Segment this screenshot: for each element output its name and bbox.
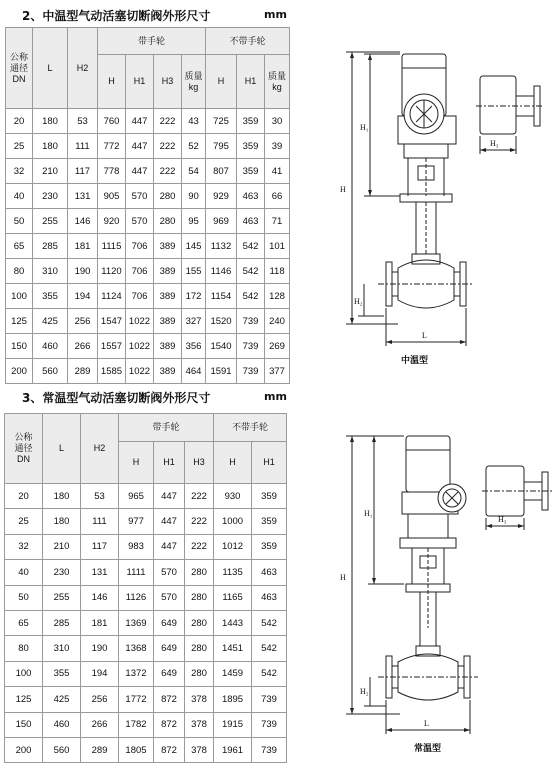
table-cell: 145 bbox=[182, 234, 206, 259]
table-cell: 181 bbox=[81, 610, 119, 635]
table-cell: 146 bbox=[68, 209, 98, 234]
table-cell: 280 bbox=[185, 661, 214, 686]
table-cell: 53 bbox=[68, 109, 98, 134]
table-row bbox=[6, 284, 290, 309]
table-cell: 1895 bbox=[214, 687, 252, 712]
table-cell: 570 bbox=[126, 209, 154, 234]
caption-normal-temp: 常温型 bbox=[414, 744, 442, 754]
table-row bbox=[5, 509, 287, 534]
header-dn-text: 公称 通径 DN bbox=[14, 432, 33, 464]
table-cell: 739 bbox=[237, 334, 265, 359]
table-cell: 95 bbox=[182, 209, 206, 234]
table-cell: 20 bbox=[6, 109, 33, 134]
header-h3: H3 bbox=[185, 442, 214, 484]
table-cell: 180 bbox=[43, 509, 81, 534]
table-cell: 266 bbox=[68, 334, 98, 359]
table-cell: 570 bbox=[154, 560, 185, 585]
label-l: L bbox=[422, 331, 427, 340]
table-cell: 100 bbox=[6, 284, 33, 309]
table-cell: 447 bbox=[154, 509, 185, 534]
table-cell: 269 bbox=[265, 334, 290, 359]
table-cell: 101 bbox=[265, 234, 290, 259]
header-dn-text: 公称 通径 DN bbox=[9, 51, 28, 84]
header-h3: H3 bbox=[154, 55, 182, 109]
table-cell: 389 bbox=[154, 359, 182, 384]
label-h: H bbox=[340, 573, 346, 582]
table-cell: 222 bbox=[185, 509, 214, 534]
table-cell: 760 bbox=[98, 109, 126, 134]
header-without-handwheel: 不带手轮 bbox=[214, 414, 287, 442]
table-cell: 25 bbox=[5, 509, 43, 534]
table-row bbox=[6, 234, 290, 259]
table-row bbox=[5, 610, 287, 635]
table-cell: 1368 bbox=[119, 636, 154, 661]
table-row bbox=[5, 737, 287, 762]
header-dn bbox=[6, 28, 33, 109]
label-h1: H₁ bbox=[360, 123, 369, 132]
table-cell: 117 bbox=[68, 159, 98, 184]
table-cell: 40 bbox=[6, 184, 33, 209]
section2-title: 3、常温型气动活塞切断阀外形尺寸 bbox=[22, 391, 211, 405]
section2-unit: mm bbox=[264, 390, 287, 403]
table-row bbox=[5, 484, 287, 509]
table-cell: 210 bbox=[43, 534, 81, 559]
table-cell: 1165 bbox=[214, 585, 252, 610]
table-cell: 739 bbox=[252, 687, 287, 712]
table-cell: 289 bbox=[81, 737, 119, 762]
table-cell: 460 bbox=[33, 334, 68, 359]
table-cell: 172 bbox=[182, 284, 206, 309]
table-cell: 389 bbox=[154, 284, 182, 309]
header-h: H bbox=[206, 55, 237, 109]
table-cell: 100 bbox=[5, 661, 43, 686]
table-cell: 1557 bbox=[98, 334, 126, 359]
label-h3: H₃ bbox=[490, 139, 499, 148]
table-cell: 66 bbox=[265, 184, 290, 209]
stem-column bbox=[420, 592, 436, 646]
table-cell: 930 bbox=[214, 484, 252, 509]
table-cell: 80 bbox=[6, 259, 33, 284]
table-cell: 146 bbox=[81, 585, 119, 610]
table-cell: 1124 bbox=[98, 284, 126, 309]
table-cell: 425 bbox=[33, 309, 68, 334]
table-cell: 807 bbox=[206, 159, 237, 184]
table-cell: 542 bbox=[237, 259, 265, 284]
table-cell: 355 bbox=[33, 284, 68, 309]
table-cell: 359 bbox=[252, 484, 287, 509]
table-cell: 1443 bbox=[214, 610, 252, 635]
table-row bbox=[6, 359, 290, 384]
table-cell: 1369 bbox=[119, 610, 154, 635]
table-cell: 778 bbox=[98, 159, 126, 184]
table-cell: 447 bbox=[126, 109, 154, 134]
table-medium-temp bbox=[5, 27, 290, 384]
table-cell: 155 bbox=[182, 259, 206, 284]
table-cell: 464 bbox=[182, 359, 206, 384]
label-h: H bbox=[340, 185, 346, 194]
caption-medium-temp: 中温型 bbox=[401, 356, 429, 366]
table-cell: 1111 bbox=[119, 560, 154, 585]
table-cell: 389 bbox=[154, 234, 182, 259]
table-cell: 41 bbox=[265, 159, 290, 184]
label-h1: H₁ bbox=[364, 509, 373, 518]
table-cell: 1547 bbox=[98, 309, 126, 334]
table-cell: 222 bbox=[154, 159, 182, 184]
table-body-medium-temp bbox=[6, 109, 290, 384]
table-cell: 240 bbox=[265, 309, 290, 334]
table-cell: 905 bbox=[98, 184, 126, 209]
table-cell: 389 bbox=[154, 309, 182, 334]
table-cell: 194 bbox=[68, 284, 98, 309]
table-cell: 1772 bbox=[119, 687, 154, 712]
table-row bbox=[6, 334, 290, 359]
table-cell: 447 bbox=[154, 484, 185, 509]
header-without-handwheel: 不带手轮 bbox=[206, 28, 290, 55]
table-cell: 50 bbox=[5, 585, 43, 610]
table-cell: 872 bbox=[154, 737, 185, 762]
table-cell: 53 bbox=[81, 484, 119, 509]
valve-drawing-normal-temp bbox=[340, 428, 554, 738]
header-mass-text: 质量 kg bbox=[268, 70, 287, 92]
table-cell: 280 bbox=[154, 209, 182, 234]
table-cell: 266 bbox=[81, 712, 119, 737]
label-l: L bbox=[424, 719, 429, 728]
table-cell: 200 bbox=[6, 359, 33, 384]
table-row bbox=[6, 109, 290, 134]
table-cell: 222 bbox=[154, 134, 182, 159]
table-row bbox=[5, 661, 287, 686]
table-cell: 649 bbox=[154, 661, 185, 686]
table-cell: 1961 bbox=[214, 737, 252, 762]
table-cell: 359 bbox=[237, 159, 265, 184]
table-cell: 255 bbox=[43, 585, 81, 610]
table-cell: 181 bbox=[68, 234, 98, 259]
table-cell: 32 bbox=[6, 159, 33, 184]
header-l: L bbox=[33, 28, 68, 109]
header-h: H bbox=[119, 442, 154, 484]
table-cell: 54 bbox=[182, 159, 206, 184]
table-cell: 542 bbox=[237, 284, 265, 309]
table-row bbox=[6, 159, 290, 184]
table-cell: 52 bbox=[182, 134, 206, 159]
table-cell: 125 bbox=[5, 687, 43, 712]
table-row bbox=[5, 534, 287, 559]
header-h1: H1 bbox=[154, 442, 185, 484]
table-cell: 463 bbox=[252, 560, 287, 585]
table-cell: 977 bbox=[119, 509, 154, 534]
table-cell: 71 bbox=[265, 209, 290, 234]
table-cell: 25 bbox=[6, 134, 33, 159]
actuator-cylinder bbox=[406, 436, 450, 492]
table-cell: 90 bbox=[182, 184, 206, 209]
table-row bbox=[5, 636, 287, 661]
table-cell: 190 bbox=[81, 636, 119, 661]
table-normal-temp bbox=[4, 413, 287, 763]
table-cell: 310 bbox=[43, 636, 81, 661]
table-cell: 285 bbox=[33, 234, 68, 259]
table-cell: 377 bbox=[265, 359, 290, 384]
table-cell: 378 bbox=[185, 687, 214, 712]
table-cell: 1146 bbox=[206, 259, 237, 284]
table-cell: 128 bbox=[265, 284, 290, 309]
table-cell: 739 bbox=[252, 737, 287, 762]
table-cell: 30 bbox=[265, 109, 290, 134]
table-cell: 359 bbox=[252, 509, 287, 534]
table-cell: 772 bbox=[98, 134, 126, 159]
table-cell: 969 bbox=[206, 209, 237, 234]
table-cell: 1372 bbox=[119, 661, 154, 686]
table-cell: 389 bbox=[154, 334, 182, 359]
table-cell: 280 bbox=[185, 560, 214, 585]
table-cell: 872 bbox=[154, 712, 185, 737]
table-cell: 32 bbox=[5, 534, 43, 559]
header-h1: H1 bbox=[252, 442, 287, 484]
table-cell: 150 bbox=[5, 712, 43, 737]
table-cell: 1000 bbox=[214, 509, 252, 534]
table-cell: 570 bbox=[126, 184, 154, 209]
table-cell: 560 bbox=[43, 737, 81, 762]
header-mass bbox=[265, 55, 290, 109]
table-cell: 463 bbox=[252, 585, 287, 610]
label-h2: H₂ bbox=[360, 687, 369, 696]
table-row bbox=[6, 259, 290, 284]
header-h: H bbox=[98, 55, 126, 109]
section1-title: 2、中温型气动活塞切断阀外形尺寸 bbox=[22, 9, 211, 23]
table-cell: 739 bbox=[237, 309, 265, 334]
table-cell: 355 bbox=[43, 661, 81, 686]
table-cell: 1585 bbox=[98, 359, 126, 384]
table-cell: 706 bbox=[126, 259, 154, 284]
table-cell: 359 bbox=[237, 134, 265, 159]
table-cell: 131 bbox=[81, 560, 119, 585]
table-cell: 1451 bbox=[214, 636, 252, 661]
table-cell: 1459 bbox=[214, 661, 252, 686]
table-cell: 425 bbox=[43, 687, 81, 712]
table-cell: 1115 bbox=[98, 234, 126, 259]
label-h3: H₃ bbox=[498, 515, 507, 524]
table-cell: 965 bbox=[119, 484, 154, 509]
table-cell: 560 bbox=[33, 359, 68, 384]
table-cell: 280 bbox=[185, 585, 214, 610]
section1-unit: mm bbox=[264, 8, 287, 21]
table-cell: 285 bbox=[43, 610, 81, 635]
table-cell: 359 bbox=[252, 534, 287, 559]
table-cell: 463 bbox=[237, 184, 265, 209]
table-cell: 1591 bbox=[206, 359, 237, 384]
label-h2: H₂ bbox=[354, 297, 363, 306]
table-cell: 1012 bbox=[214, 534, 252, 559]
table-cell: 929 bbox=[206, 184, 237, 209]
table-cell: 389 bbox=[154, 259, 182, 284]
table-cell: 983 bbox=[119, 534, 154, 559]
table-cell: 111 bbox=[81, 509, 119, 534]
table-cell: 280 bbox=[185, 610, 214, 635]
table-cell: 39 bbox=[265, 134, 290, 159]
table-cell: 542 bbox=[237, 234, 265, 259]
table-cell: 222 bbox=[185, 484, 214, 509]
table-cell: 117 bbox=[81, 534, 119, 559]
table-cell: 1132 bbox=[206, 234, 237, 259]
table-cell: 255 bbox=[33, 209, 68, 234]
table-cell: 20 bbox=[5, 484, 43, 509]
table-cell: 649 bbox=[154, 610, 185, 635]
table-cell: 1022 bbox=[126, 334, 154, 359]
table-cell: 872 bbox=[154, 687, 185, 712]
side-view bbox=[480, 76, 516, 134]
table-cell: 280 bbox=[154, 184, 182, 209]
table-cell: 40 bbox=[5, 560, 43, 585]
table-cell: 118 bbox=[265, 259, 290, 284]
table-cell: 180 bbox=[33, 134, 68, 159]
table-cell: 125 bbox=[6, 309, 33, 334]
table-cell: 1805 bbox=[119, 737, 154, 762]
table-cell: 706 bbox=[126, 284, 154, 309]
table-row bbox=[6, 184, 290, 209]
table-cell: 222 bbox=[154, 109, 182, 134]
table-cell: 356 bbox=[182, 334, 206, 359]
table-row bbox=[6, 309, 290, 334]
table-cell: 65 bbox=[5, 610, 43, 635]
table-cell: 795 bbox=[206, 134, 237, 159]
table-cell: 1540 bbox=[206, 334, 237, 359]
table-cell: 190 bbox=[68, 259, 98, 284]
table-cell: 310 bbox=[33, 259, 68, 284]
table-cell: 920 bbox=[98, 209, 126, 234]
table-cell: 1120 bbox=[98, 259, 126, 284]
header-h2: H2 bbox=[81, 414, 119, 484]
table-cell: 447 bbox=[126, 134, 154, 159]
table-cell: 1135 bbox=[214, 560, 252, 585]
table-cell: 359 bbox=[237, 109, 265, 134]
table-cell: 706 bbox=[126, 234, 154, 259]
table-cell: 289 bbox=[68, 359, 98, 384]
table-cell: 542 bbox=[252, 661, 287, 686]
table-cell: 542 bbox=[252, 636, 287, 661]
table-cell: 43 bbox=[182, 109, 206, 134]
table-cell: 80 bbox=[5, 636, 43, 661]
table-cell: 194 bbox=[81, 661, 119, 686]
header-with-handwheel: 带手轮 bbox=[119, 414, 214, 442]
table-cell: 256 bbox=[81, 687, 119, 712]
table-cell: 447 bbox=[126, 159, 154, 184]
table-cell: 463 bbox=[237, 209, 265, 234]
table-cell: 150 bbox=[6, 334, 33, 359]
table-cell: 230 bbox=[33, 184, 68, 209]
table-cell: 460 bbox=[43, 712, 81, 737]
table-cell: 739 bbox=[252, 712, 287, 737]
table-cell: 570 bbox=[154, 585, 185, 610]
table-cell: 725 bbox=[206, 109, 237, 134]
table-cell: 1520 bbox=[206, 309, 237, 334]
header-mass bbox=[182, 55, 206, 109]
table-cell: 1154 bbox=[206, 284, 237, 309]
table-cell: 378 bbox=[185, 737, 214, 762]
table-cell: 50 bbox=[6, 209, 33, 234]
header-h1: H1 bbox=[237, 55, 265, 109]
table-row bbox=[6, 134, 290, 159]
table-cell: 256 bbox=[68, 309, 98, 334]
table-cell: 180 bbox=[33, 109, 68, 134]
table-row bbox=[5, 712, 287, 737]
table-row bbox=[5, 687, 287, 712]
table-cell: 739 bbox=[237, 359, 265, 384]
table-cell: 447 bbox=[154, 534, 185, 559]
table-cell: 378 bbox=[185, 712, 214, 737]
table-cell: 649 bbox=[154, 636, 185, 661]
table-cell: 200 bbox=[5, 737, 43, 762]
table-cell: 1782 bbox=[119, 712, 154, 737]
table-cell: 222 bbox=[185, 534, 214, 559]
header-h1: H1 bbox=[126, 55, 154, 109]
table-cell: 1915 bbox=[214, 712, 252, 737]
table-cell: 542 bbox=[252, 610, 287, 635]
header-with-handwheel: 带手轮 bbox=[98, 28, 206, 55]
table-cell: 180 bbox=[43, 484, 81, 509]
table-cell: 230 bbox=[43, 560, 81, 585]
table-cell: 1022 bbox=[126, 359, 154, 384]
header-l: L bbox=[43, 414, 81, 484]
table-cell: 1022 bbox=[126, 309, 154, 334]
table-cell: 111 bbox=[68, 134, 98, 159]
table-cell: 65 bbox=[6, 234, 33, 259]
table-cell: 280 bbox=[185, 636, 214, 661]
header-mass-text: 质量 kg bbox=[184, 70, 203, 92]
table-body-normal-temp bbox=[5, 484, 287, 763]
header-dn bbox=[5, 414, 43, 484]
table-cell: 1126 bbox=[119, 585, 154, 610]
table-row bbox=[5, 585, 287, 610]
table-cell: 327 bbox=[182, 309, 206, 334]
header-h2: H2 bbox=[68, 28, 98, 109]
table-row bbox=[5, 560, 287, 585]
table-row bbox=[6, 209, 290, 234]
table-cell: 131 bbox=[68, 184, 98, 209]
table-cell: 210 bbox=[33, 159, 68, 184]
valve-drawing-medium-temp bbox=[338, 46, 552, 348]
header-h: H bbox=[214, 442, 252, 484]
